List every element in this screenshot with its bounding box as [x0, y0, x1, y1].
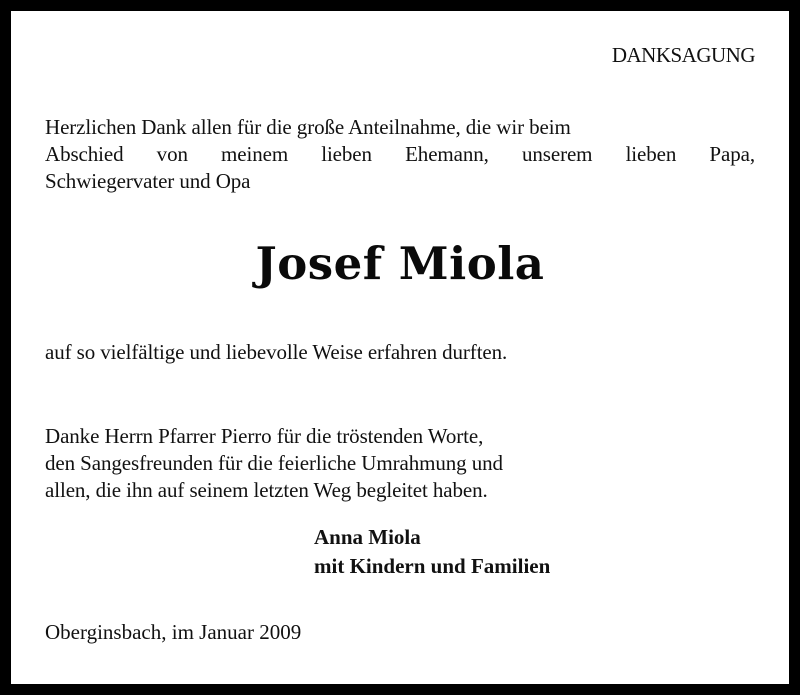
- intro-line: Abschied von meinem lieben Ehemann, unserem lieben Papa,: [45, 142, 755, 166]
- signature-block: [314, 523, 550, 581]
- deceased-name: Josef Miola: [255, 237, 545, 290]
- thanks-paragraph: [45, 423, 503, 504]
- thanks-line: Danke Herrn Pfarrer Pierro für die tröstenden Worte,: [45, 424, 484, 448]
- thanks-line: allen, die ihn auf seinem letzten Weg begleitet haben.: [45, 478, 488, 502]
- signature-family: mit Kindern und Familien: [314, 554, 551, 578]
- experience-line: auf so vielfältige und liebevolle Weise erfahren durften.: [45, 340, 508, 364]
- intro-line: Schwiegervater und Opa: [45, 169, 251, 193]
- notice-heading: DANKSAGUNG: [611, 43, 755, 67]
- signature-name: Anna Miola: [314, 525, 421, 549]
- intro-line: Herzlichen Dank allen für die große Anteilnahme, die wir beim: [45, 115, 571, 139]
- intro-paragraph: [45, 114, 755, 195]
- thanks-line: den Sangesfreunden für die feierliche Umrahmung und: [45, 451, 503, 475]
- obituary-notice: [11, 11, 789, 684]
- place-date: Oberginsbach, im Januar 2009: [45, 620, 302, 644]
